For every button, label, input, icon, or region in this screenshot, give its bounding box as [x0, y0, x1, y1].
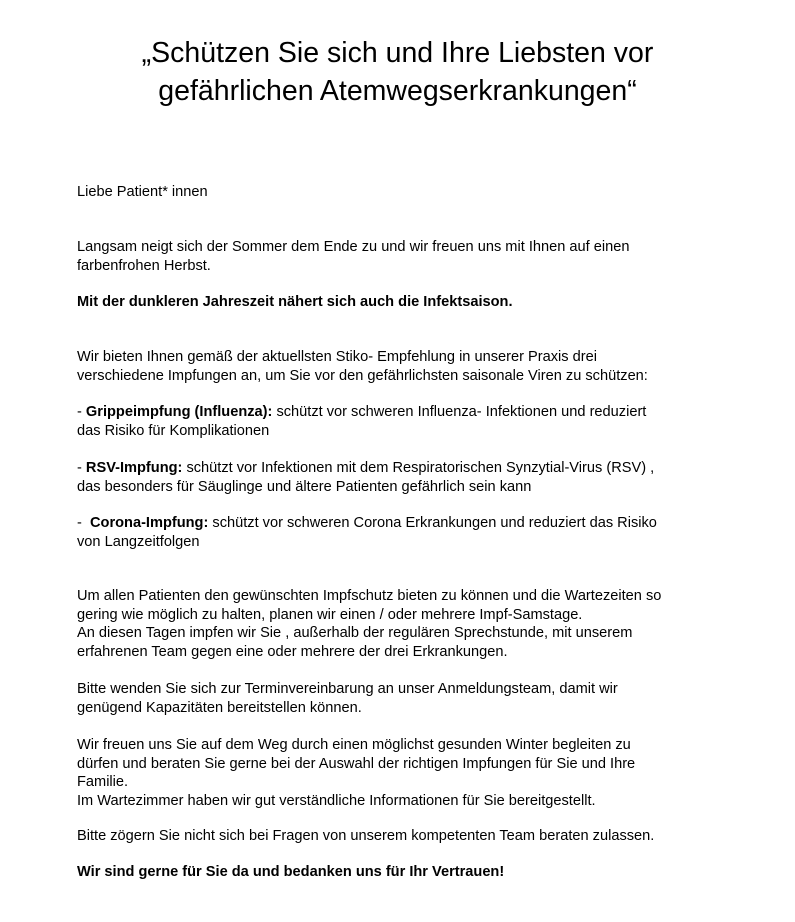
questions-paragraph: [77, 827, 767, 846]
offer-line-2: verschiedene Impfungen an, um Sie vor den gefährlichsten saisonale Viren zu schützen:: [77, 367, 648, 384]
closing-paragraph: [77, 863, 767, 882]
intro-paragraph: [77, 238, 767, 275]
vaccine-desc: schützt vor Infektionen mit dem Respiratorischen Synzytial-Virus (RSV) ,: [182, 460, 655, 476]
vaccine-item-corona: [77, 514, 767, 551]
plan-paragraph: [77, 587, 767, 661]
appointment-paragraph: [77, 680, 767, 717]
bullet-dash: -: [77, 404, 86, 420]
intro-line-2: farbenfrohen Herbst.: [77, 257, 211, 274]
vaccine-item-rsv: [77, 459, 767, 496]
title-line-2: gefährlichen Atemwegserkrankungen“: [158, 75, 637, 107]
vaccine-line-2: das besonders für Säuglinge und ältere Patienten gefährlich sein kann: [77, 478, 532, 495]
greeting-text: Liebe Patient* innen: [77, 184, 208, 200]
greeting: [77, 183, 767, 202]
infect-season-paragraph: [77, 293, 767, 312]
page-title: [0, 34, 795, 110]
vaccine-line-1: [77, 403, 767, 422]
plan-line-3: An diesen Tagen impfen wir Sie , außerhalb der regulären Sprechstunde, mit unserem: [77, 625, 633, 641]
vaccine-line-2: das Risiko für Komplikationen: [77, 422, 270, 439]
plan-line-4: erfahrenen Team gegen eine oder mehrere der drei Erkrankungen.: [77, 643, 508, 660]
vaccine-desc: schützt vor schweren Corona Erkrankungen und reduziert das Risiko: [208, 515, 657, 531]
appt-line-1: Bitte wenden Sie sich zur Terminvereinbarung an unser Anmeldungsteam, damit wir: [77, 681, 618, 697]
questions-text: Bitte zögern Sie nicht sich bei Fragen von unserem kompetenten Team beraten zulassen.: [77, 828, 655, 844]
appt-line-2: genügend Kapazitäten bereitstellen können.: [77, 699, 362, 716]
winter-line-2: dürfen und beraten Sie gerne bei der Auswahl der richtigen Impfungen für Sie und Ihre: [77, 755, 636, 772]
vaccine-desc: schützt vor schweren Influenza- Infektionen und reduziert: [272, 404, 647, 420]
offer-paragraph: [77, 348, 767, 385]
vaccine-name: Corona-Impfung:: [89, 515, 209, 531]
vaccine-line-1: [77, 459, 767, 478]
vaccine-name: RSV-Impfung:: [85, 460, 183, 476]
plan-line-2: gering wie möglich zu halten, planen wir einen / oder mehrere Impf-Samstage.: [77, 606, 583, 623]
plan-line-1: Um allen Patienten den gewünschten Impfschutz bieten zu können und die Wartezeiten so: [77, 588, 662, 604]
offer-line-1: Wir bieten Ihnen gemäß der aktuellsten Stiko- Empfehlung in unserer Praxis drei: [77, 349, 597, 365]
title-line-1: „Schützen Sie sich und Ihre Liebsten vor: [141, 37, 654, 69]
vaccine-name: Grippeimpfung (Influenza):: [85, 404, 273, 420]
vaccine-item-influenza: [77, 403, 767, 440]
vaccine-line-1: [77, 514, 767, 533]
winter-paragraph: [77, 736, 767, 810]
infect-season-text: Mit der dunkleren Jahreszeit nähert sich auch die Infektsaison.: [77, 294, 513, 310]
closing-text: Wir sind gerne für Sie da und bedanken uns für Ihr Vertrauen!: [77, 864, 505, 880]
winter-line-3: Familie.: [77, 774, 129, 790]
bullet-dash: -: [77, 460, 86, 476]
vaccine-line-2: von Langzeitfolgen: [77, 533, 200, 550]
intro-line-1: Langsam neigt sich der Sommer dem Ende zu und wir freuen uns mit Ihnen auf einen: [77, 239, 630, 255]
winter-line-4: Im Wartezimmer haben wir gut verständliche Informationen für Sie bereitgestellt.: [77, 792, 596, 809]
winter-line-1: Wir freuen uns Sie auf dem Weg durch einen möglichst gesunden Winter begleiten zu: [77, 737, 631, 753]
bullet-dash: -: [77, 515, 90, 531]
